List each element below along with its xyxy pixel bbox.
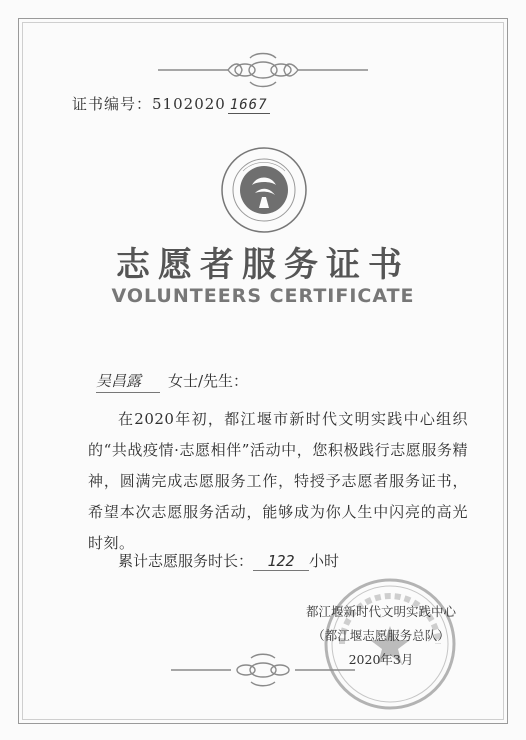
issuer-line-1: 都江堰新时代文明实践中心 (305, 604, 456, 619)
bottom-ornament-icon (165, 650, 361, 690)
certificate-title-en: VOLUNTEERS CERTIFICATE (111, 285, 415, 307)
salutation (96, 370, 248, 393)
issuer-line-2: （都江堰志愿服务总队） (312, 628, 450, 643)
certificate-title-cn: 志愿者服务证书 (116, 245, 410, 285)
certificate-number-handwritten: 1667 (229, 97, 268, 113)
service-hours (118, 550, 339, 571)
issue-date: 2020年3月 (348, 652, 414, 667)
service-hours-unit: 小时 (309, 552, 340, 570)
certificate-body-text: 在2020年初，都江堰市新时代文明实践中心组织的“共战疫情·志愿相伴”活动中，您积极践行志愿服务精神，圆满完成志愿服务工作，特授予志愿者服务证书，希望本次志愿服务活动，能够成为你人生中闪亮的高光时刻。 (88, 410, 468, 552)
service-hours-label: 累计志愿服务时长： (118, 552, 254, 570)
certificate-number-label: 证书编号： (72, 95, 153, 113)
top-ornament-icon (150, 50, 376, 90)
certificate-number (72, 93, 270, 114)
service-hours-value: 122 (253, 552, 309, 571)
certificate-number-printed: 5102020 (152, 95, 226, 113)
recipient-name: 吴昌露 (96, 370, 160, 393)
volunteer-logo-icon (219, 145, 309, 235)
salutation-suffix: 女士/先生： (168, 372, 249, 390)
